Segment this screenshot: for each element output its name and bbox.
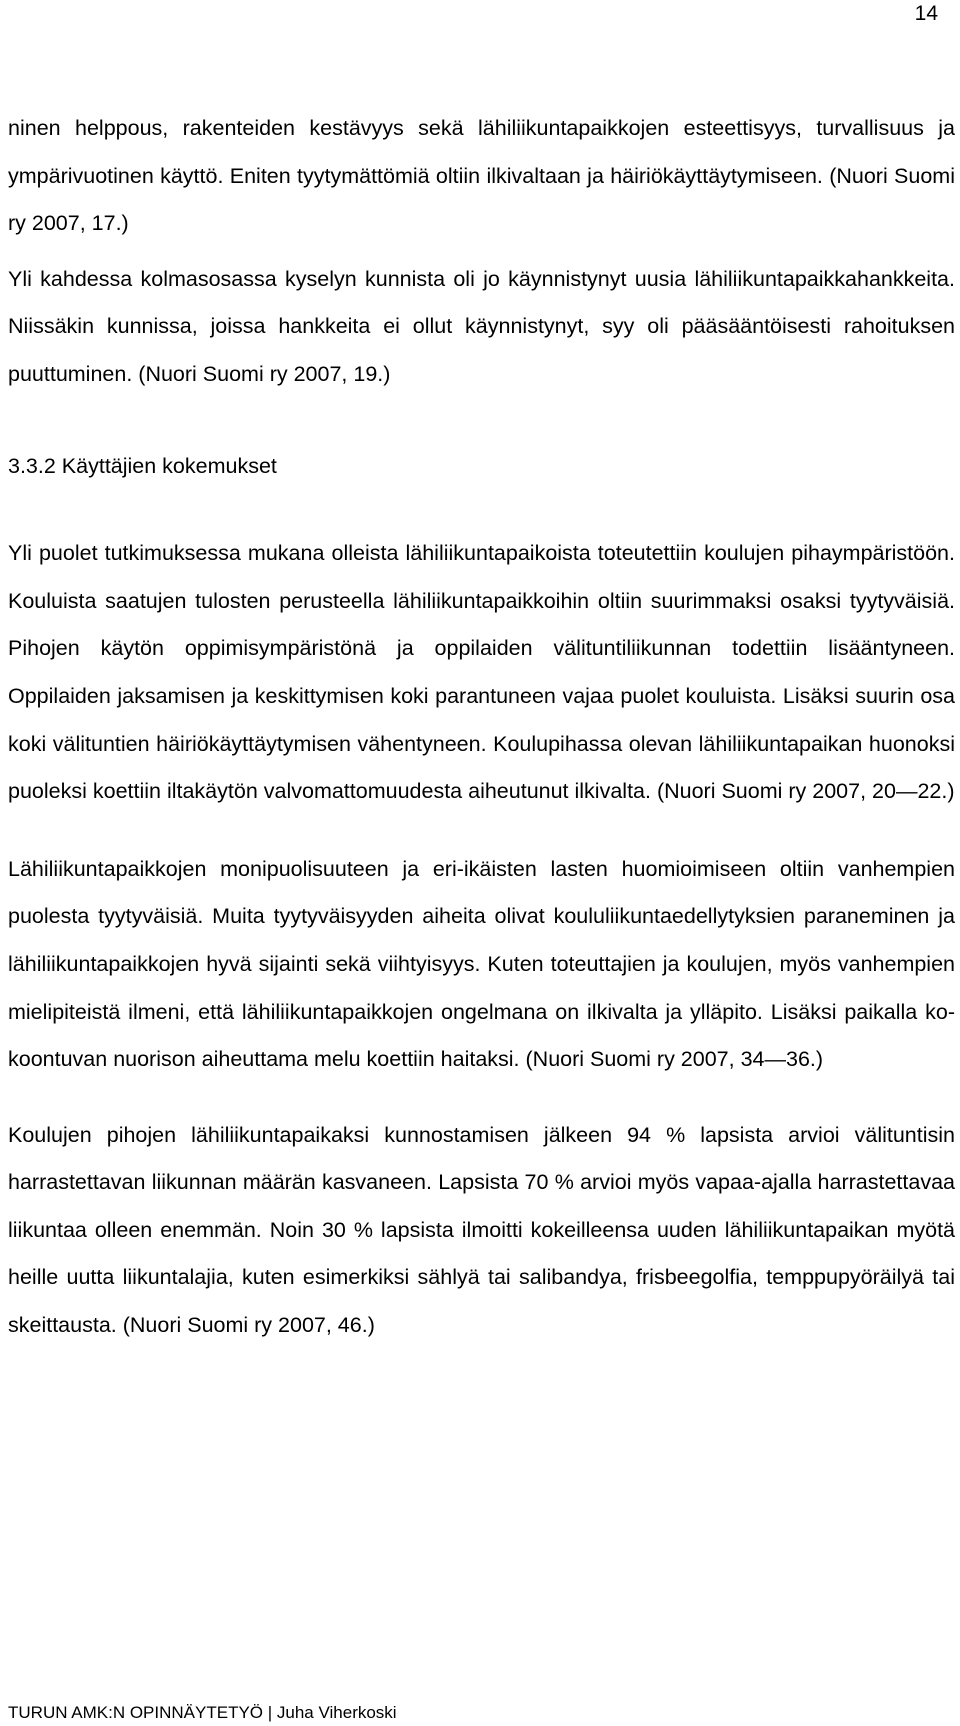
paragraph-intro: ninen helppous, rakenteiden kestävyys sekä lähiliikuntapaikkojen esteettisyys, turvallisuus ja ympärivuotinen käyttö. Eniten tyytymättömiä oltiin ilkivaltaan ja häiriökäyttäytymiseen. (Nuori Suomi ry 2007, 17.) bbox=[8, 116, 955, 236]
paragraph-kunnat: Yli kahdessa kolmasosassa kyselyn kunnista oli jo käynnistynyt uusia lähiliikuntapaikkahankkeita. Niissäkin kunnissa, joissa hankkeita ei ollut käynnistynyt, syy oli pääsääntöisesti rahoituksen puuttuminen. (Nuori Suomi ry 2007, 19.) bbox=[8, 266, 955, 386]
section-heading: 3.3.2 Käyttäjien kokemukset bbox=[8, 453, 277, 478]
paragraph-lapset: Koulujen pihojen lähiliikuntapaikaksi kunnostamisen jälkeen 94 % lapsista arvioi välituntisin harrastettavan liikunnan määrän kasvaneen. Lapsista 70 % arvioi myös vapaa-ajalla harrastettavaa liikuntaa olleen enemmän. Noin 30 % lapsista ilmoitti kokeilleensa uuden lähiliikuntapaikan myötä heille uutta liikuntalajia, kuten esimerkiksi sählyä tai salibandya, frisbeegolfia, temppupyöräilyä tai skeittausta. (Nuori Suomi ry 2007, 46.) bbox=[8, 1122, 955, 1338]
page-number: 14 bbox=[914, 2, 938, 25]
paragraph-koulut: Yli puolet tutkimuksessa mukana olleista lähiliikuntapaikoista toteutettiin koulujen pihaympäristöön. Kouluista saatujen tulosten perusteella lähiliikuntapaikkoihin oltiin suurimmaksi osaksi tyytyväisiä. Pihojen käytön oppimisympäristönä ja oppilaiden välituntiliikunnan todettiin lisääntyneen. Oppilaiden jaksamisen ja keskittymisen koki parantuneen vajaa puolet kouluista. Lisäksi suurin osa koki välituntien häiriökäyttäytymisen vähentyneen. Koulupihassa olevan lähiliikuntapaikan huonoksi puoleksi koettiin iltakäytön valvomattomuudesta aiheutunut ilkivalta. (Nuori Suomi ry 2007, 20—22.) bbox=[8, 541, 955, 804]
paragraph-vanhemmat: Lähiliikuntapaikkojen monipuolisuuteen ja eri-ikäisten lasten huomioimiseen oltiin vanhempien puolesta tyytyväisiä. Muita tyytyväisyyden aiheita olivat koululiikuntaedellytyksien paraneminen ja lähiliikuntapaikkojen hyvä sijainti sekä viihtyisyys. Kuten toteuttajien ja koulujen, myös vanhempien mielipiteistä ilmeni, että lähiliikuntapaikkojen ongelmana on ilkivalta ja ylläpito. Lisäksi paikalla kokoontuvan nuorison aiheuttama melu koettiin haitaksi. (Nuori Suomi ry 2007, 34—36.) bbox=[8, 856, 955, 1072]
page-footer: TURUN AMK:N OPINNÄYTETYÖ | Juha Viherkoski bbox=[8, 1703, 397, 1722]
document-body bbox=[8, 105, 955, 1386]
